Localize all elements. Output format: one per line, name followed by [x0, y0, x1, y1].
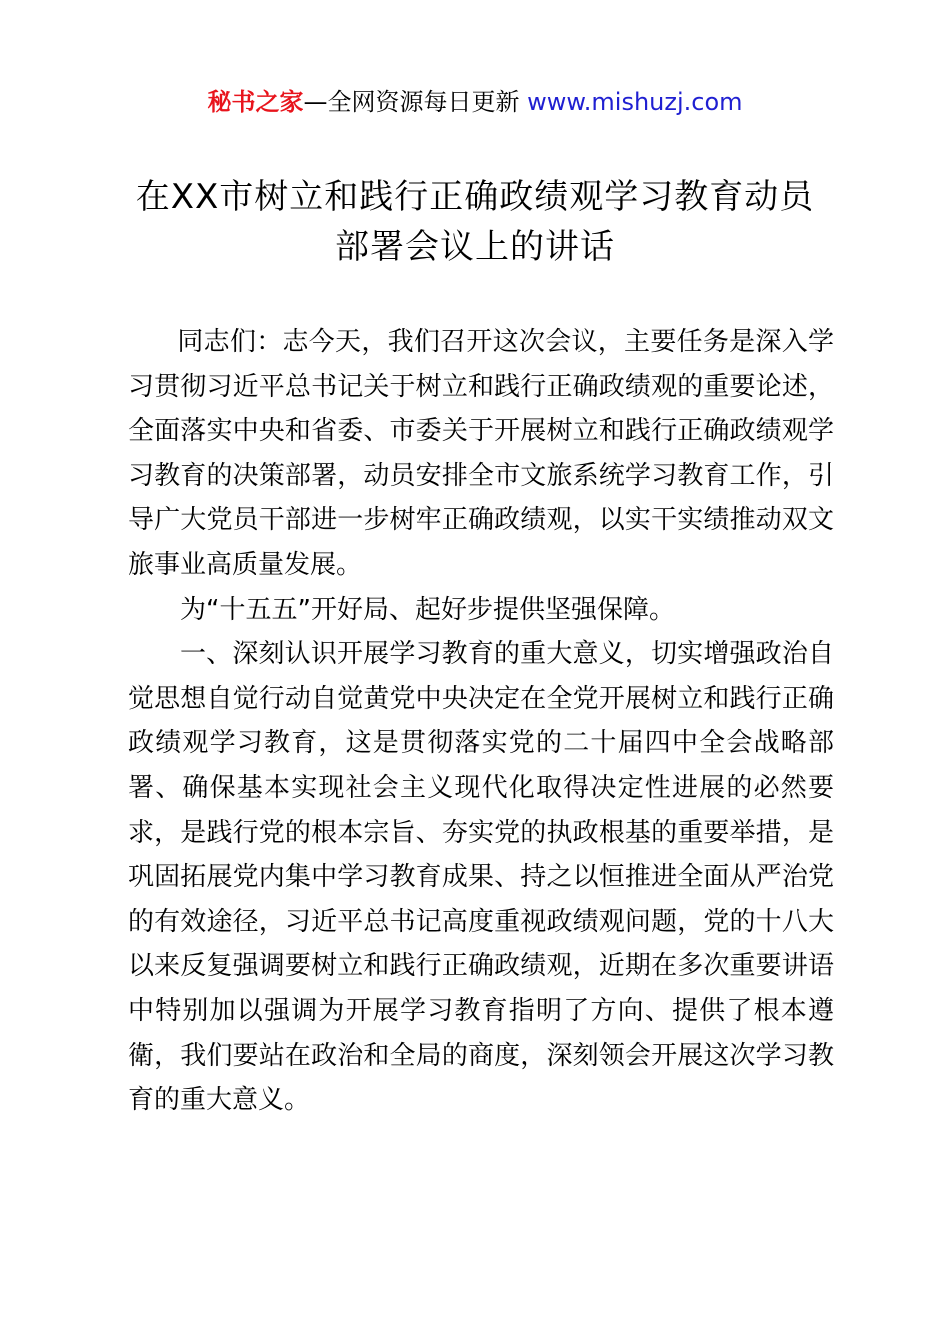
- paragraph-guarantee: 为“十五五”开好局、起好步提供坚强保障。: [180, 594, 675, 625]
- document-body: [128, 320, 834, 1123]
- title-line-1: 在XX市树立和践行正确政绩观学习教育动员: [135, 177, 815, 217]
- document-title: [60, 172, 890, 272]
- site-url-link[interactable]: www.mishuzj.com: [527, 88, 743, 116]
- site-header: [0, 84, 950, 120]
- paragraph-opening: 同志们：志今天，我们召开这次会议，主要任务是深入学习贯彻习近平总书记关于树立和践行正确政绩观的重要论述，全面落实中央和省委、市委关于开展树立和践行正确政绩观学习教育的决策部署，动员安排全市文旅系统学习教育工作，引导广大党员干部进一步树牢正确政绩观，以实干实绩推动双文旅事业高质量发展。: [128, 327, 834, 580]
- title-line-2: 部署会议上的讲话: [335, 227, 615, 267]
- site-brand: 秘书之家: [207, 88, 304, 116]
- site-slogan: —全网资源每日更新: [303, 88, 520, 116]
- paragraph-section-one: 一、深刻认识开展学习教育的重大意义，切实增强政治自觉思想自觉行动自觉黄党中央决定在全党开展树立和践行正确政绩观学习教育，这是贯彻落实党的二十届四中全会战略部署、确保基本实现社会主义现代化取得决定性进展的必然要求，是践行党的根本宗旨、夯实党的执政根基的重要举措，是巩固拓展党内集中学习教育成果、持之以恒推进全面从严治党的有效途径，习近平总书记高度重视政绩观问题，党的十八大以来反复强调要树立和践行正确政绩观，近期在多次重要讲语中特别加以强调为开展学习教育指明了方向、提供了根本遵衛，我们要站在政治和全局的商度，深刻领会开展这次学习教育的重大意义。: [128, 639, 834, 1116]
